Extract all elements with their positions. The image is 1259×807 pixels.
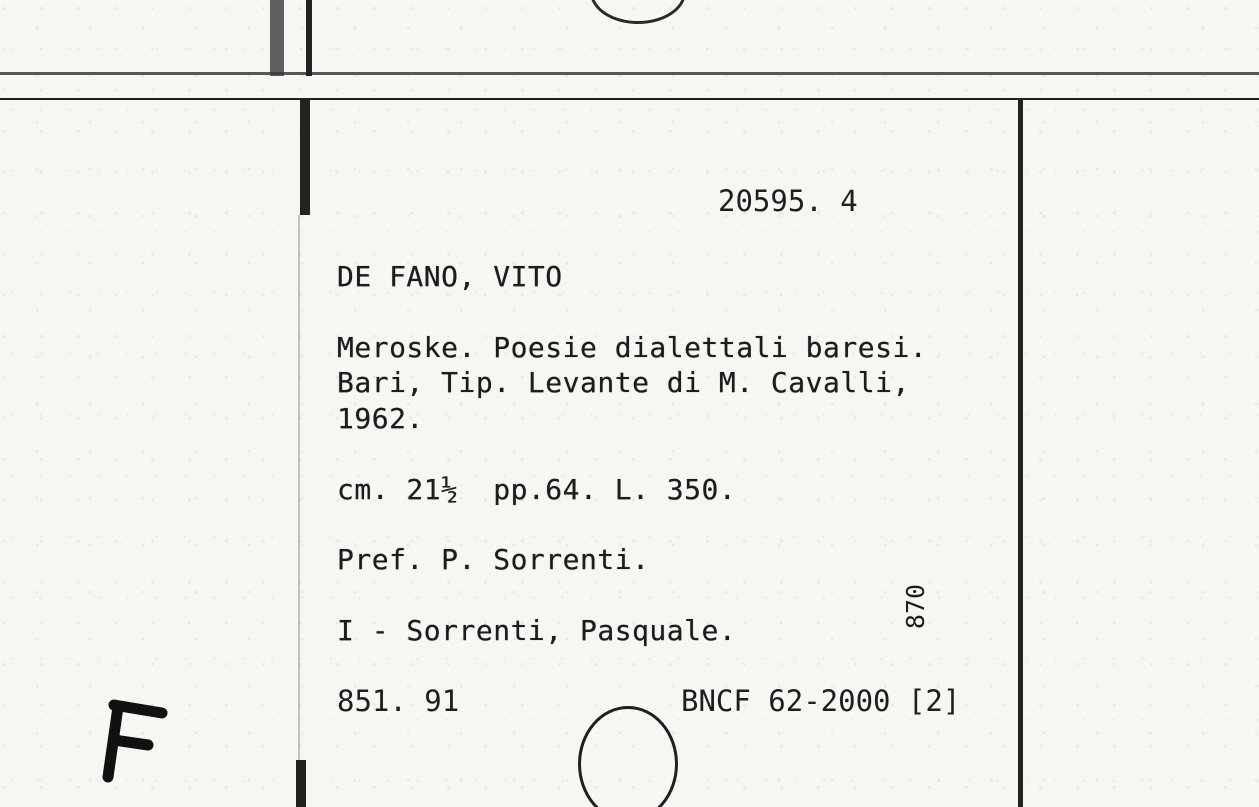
binder-ring-top bbox=[590, 0, 686, 24]
physical-description: cm. 21½ pp.64. L. 350. bbox=[337, 473, 737, 506]
classification-number: 851. 91 bbox=[337, 684, 460, 718]
author-heading: DE FANO, VITO bbox=[337, 260, 563, 293]
title-line-3: 1962. bbox=[337, 402, 424, 435]
top-rule bbox=[0, 72, 1259, 75]
binder-clip-left bbox=[270, 0, 284, 76]
call-number: 20595. 4 bbox=[718, 184, 858, 218]
added-entry: I - Sorrenti, Pasquale. bbox=[337, 614, 737, 647]
side-number: 870 bbox=[901, 583, 931, 630]
binder-clip-right bbox=[306, 0, 312, 76]
punched-hole bbox=[578, 706, 678, 807]
card-left-faint-edge bbox=[298, 215, 300, 760]
handwritten-f-mark bbox=[100, 695, 170, 785]
title-line-1: Meroske. Poesie dialettali baresi. bbox=[337, 331, 928, 364]
preface-note: Pref. P. Sorrenti. bbox=[337, 543, 650, 576]
card-left-edge-bottom bbox=[296, 760, 306, 807]
card-left-edge-top bbox=[300, 100, 310, 215]
card-top-edge bbox=[0, 98, 1259, 100]
bncf-reference: BNCF 62-2000 [2] bbox=[681, 684, 961, 718]
card-right-edge bbox=[1018, 100, 1023, 807]
title-line-2: Bari, Tip. Levante di M. Cavalli, bbox=[337, 366, 910, 399]
